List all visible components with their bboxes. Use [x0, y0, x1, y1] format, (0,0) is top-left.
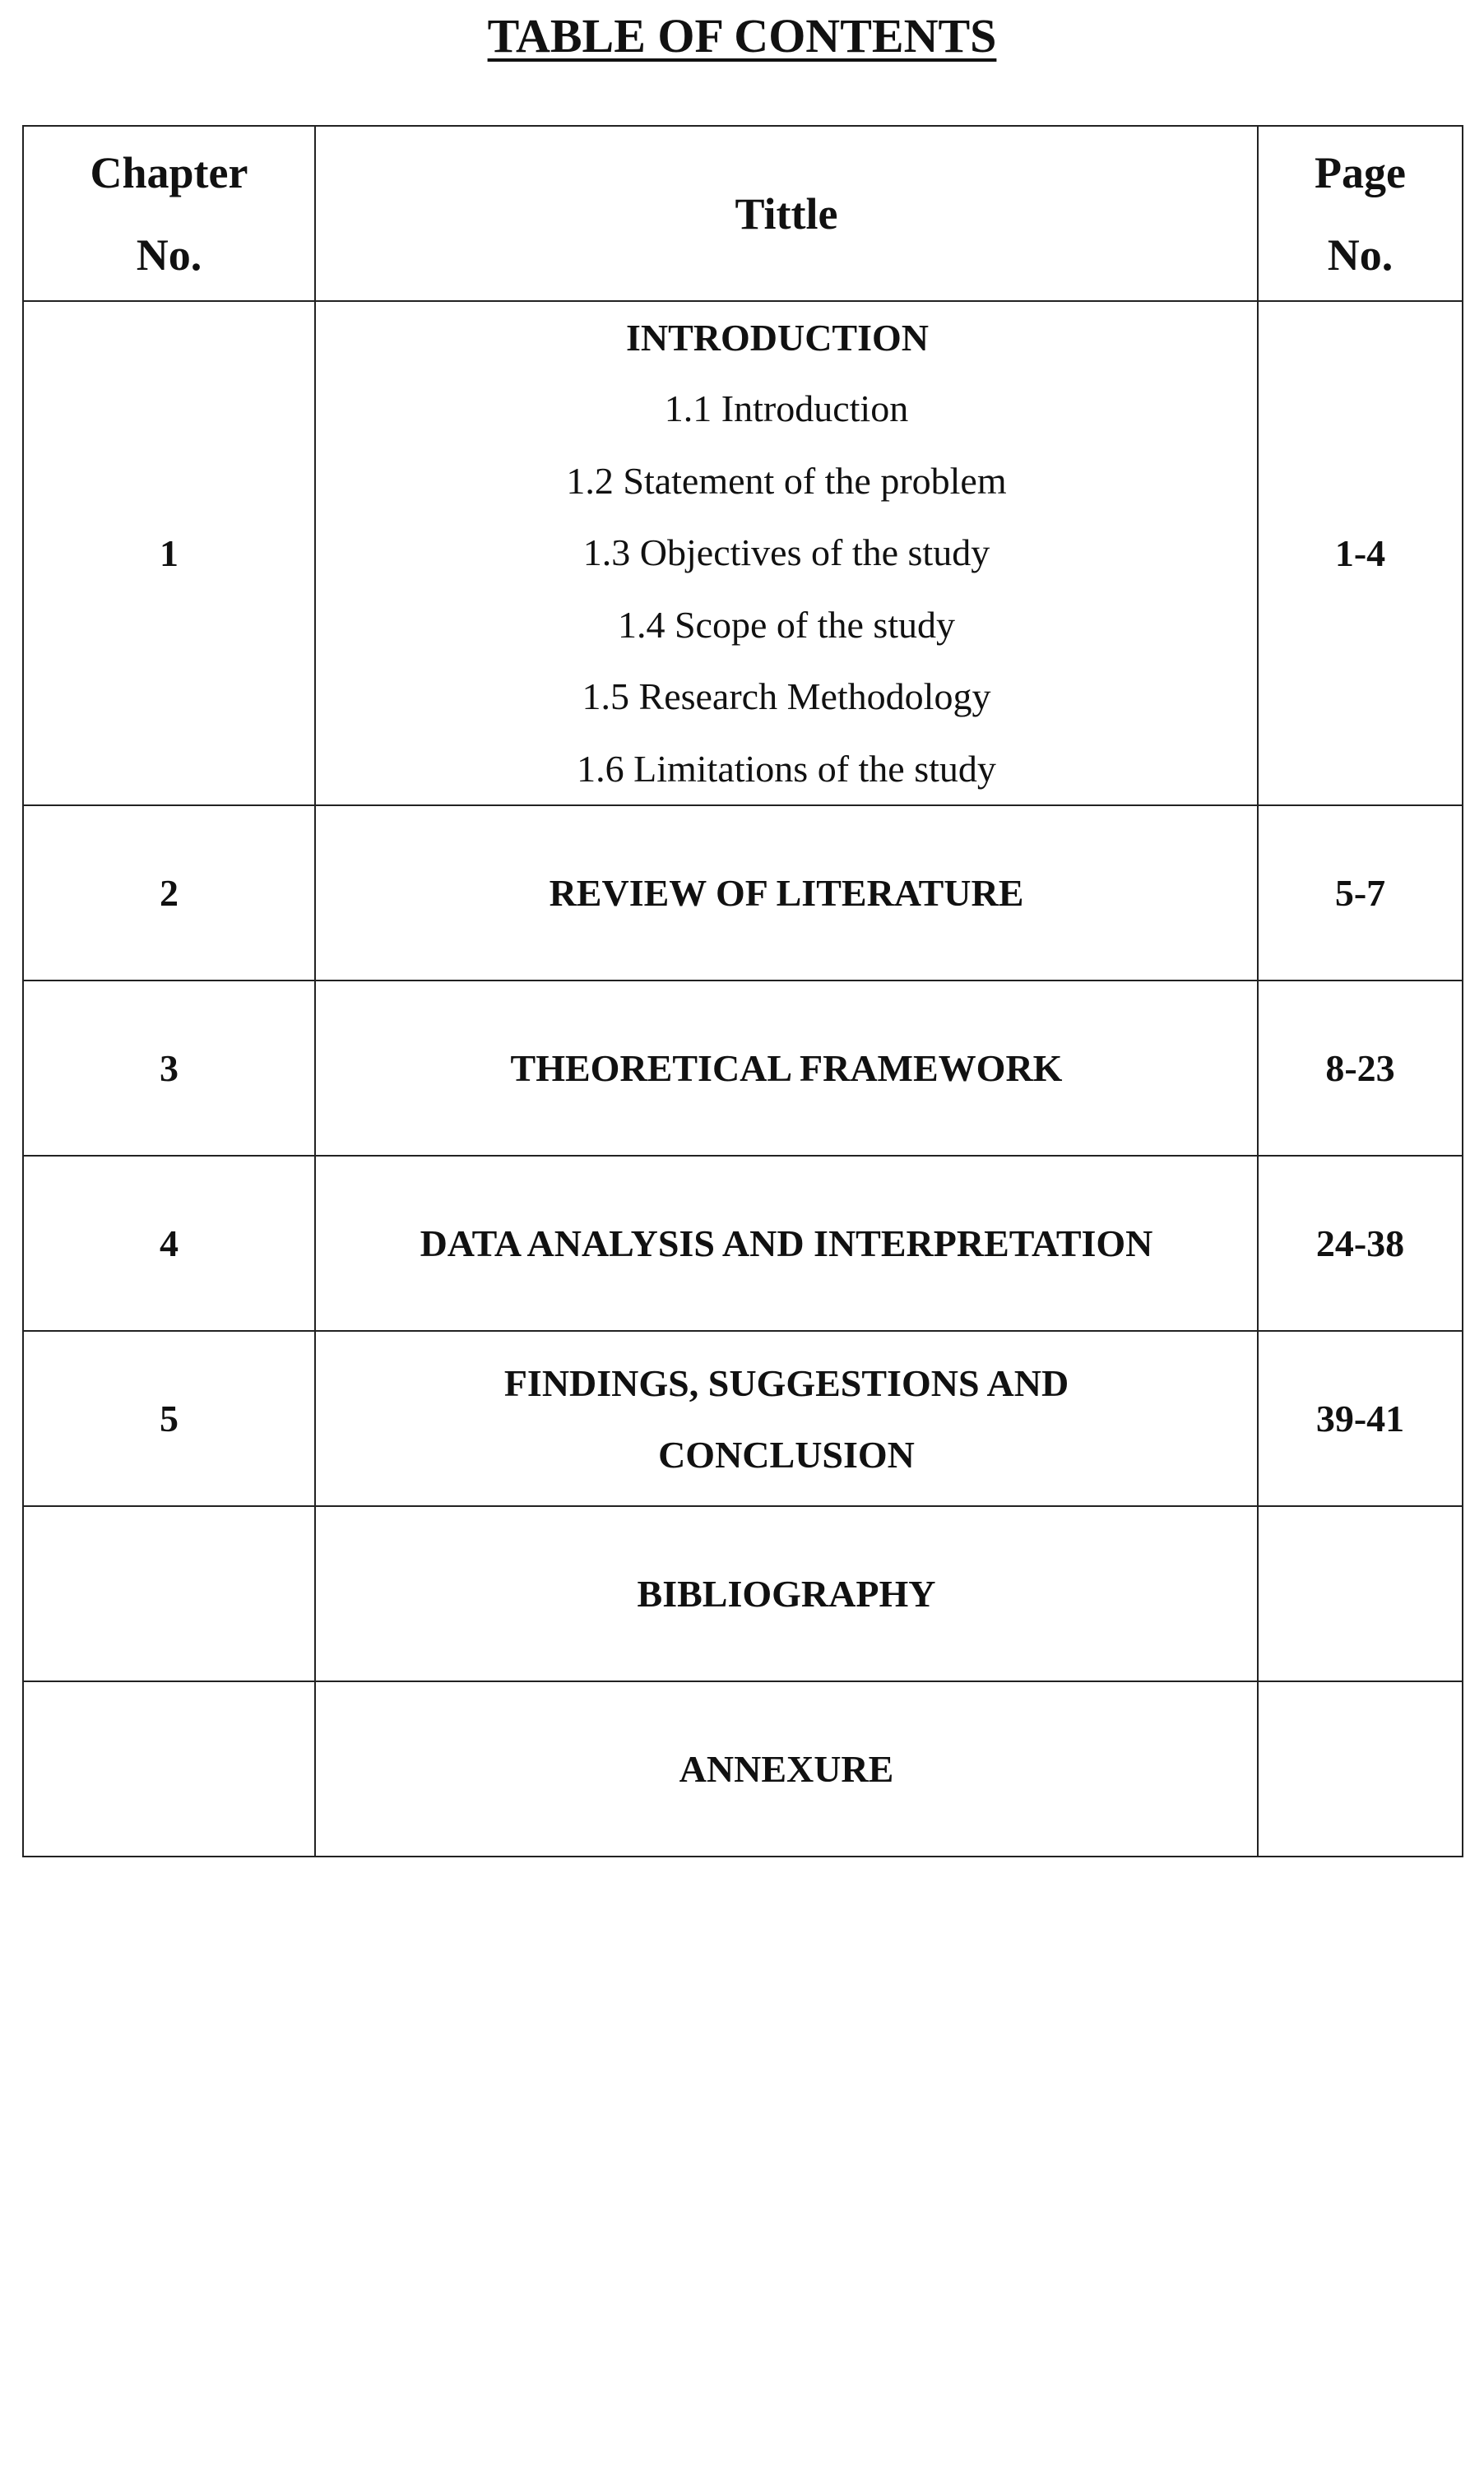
- table-row: [23, 301, 1463, 805]
- page-range: 5-7: [1258, 805, 1463, 981]
- header-page-no: [1258, 126, 1463, 301]
- section-item: 1.3 Objectives of the study: [582, 531, 990, 573]
- chapter-number: 2: [23, 805, 315, 981]
- section-list: [316, 373, 1257, 804]
- section-item: 1.1 Introduction: [664, 387, 909, 429]
- page-title: [0, 5, 1484, 67]
- table-row: [23, 1681, 1463, 1857]
- chapter-title: [315, 1331, 1258, 1506]
- chapter-number: 1: [23, 301, 315, 805]
- section-item: 1.4 Scope of the study: [617, 603, 956, 646]
- chapter-number: 5: [23, 1331, 315, 1506]
- chapter-title: REVIEW OF LITERATURE: [315, 805, 1258, 981]
- table-row: [23, 1331, 1463, 1506]
- page-range: 8-23: [1258, 981, 1463, 1156]
- header-chapter-line1: Chapter: [90, 147, 248, 197]
- table-of-contents: [22, 125, 1463, 1857]
- section-item: 1.6 Limitations of the study: [577, 747, 996, 790]
- chapter-title: THEORETICAL FRAMEWORK: [315, 981, 1258, 1156]
- chapter-title: ANNEXURE: [315, 1681, 1258, 1857]
- table-row: [23, 805, 1463, 981]
- table-row: [23, 1506, 1463, 1681]
- chapter-title-line2: CONCLUSION: [658, 1433, 915, 1476]
- page-range: [1258, 1506, 1463, 1681]
- header-page-line2: No.: [1327, 229, 1394, 280]
- page-title-text: TABLE OF CONTENTS: [487, 9, 997, 63]
- chapter-title-cell: [315, 301, 1258, 805]
- chapter-number: [23, 1681, 315, 1857]
- page-range: 24-38: [1258, 1156, 1463, 1331]
- page-range: 39-41: [1258, 1331, 1463, 1506]
- chapter-number: [23, 1506, 315, 1681]
- header-title: [315, 126, 1258, 301]
- chapter-title: DATA ANALYSIS AND INTERPRETATION: [315, 1156, 1258, 1331]
- chapter-heading: INTRODUCTION: [625, 317, 930, 359]
- header-chapter-line2: No.: [136, 229, 202, 280]
- header-title-text: Tittle: [735, 188, 838, 239]
- page-range: 1-4: [1258, 301, 1463, 805]
- page-range: [1258, 1681, 1463, 1857]
- chapter-number: 4: [23, 1156, 315, 1331]
- header-page-line1: Page: [1315, 147, 1406, 197]
- chapter-title-line1: FINDINGS, SUGGESTIONS AND: [503, 1361, 1069, 1404]
- table-row: [23, 981, 1463, 1156]
- section-item: 1.2 Statement of the problem: [566, 459, 1007, 502]
- chapter-title: BIBLIOGRAPHY: [315, 1506, 1258, 1681]
- section-item: 1.5 Research Methodology: [582, 675, 991, 717]
- table-header-row: [23, 126, 1463, 301]
- table-row: [23, 1156, 1463, 1331]
- header-chapter-no: [23, 126, 315, 301]
- chapter-number: 3: [23, 981, 315, 1156]
